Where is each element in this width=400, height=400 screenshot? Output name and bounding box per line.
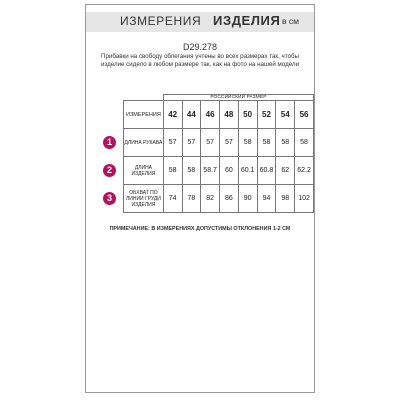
size-chart-sheet <box>85 4 315 393</box>
size-system-caption: РОССИЙСКИЙ РАЗМЕР <box>163 95 313 101</box>
table-cell: 58 <box>182 157 201 185</box>
marker-cell <box>96 185 124 213</box>
table-cell: 57 <box>220 129 239 157</box>
row-label-sleeve-length: ДЛИНА РУКАВА <box>124 129 164 157</box>
empty-cell <box>96 101 124 129</box>
table-cell: 58 <box>257 129 276 157</box>
row-label-item-length: ДЛИНА ИЗДЕЛИЯ <box>124 157 164 185</box>
tolerance-footnote: ПРИМЕЧАНИЕ: В ИЗМЕРЕНИЯХ ДОПУСТИМЫ ОТКЛОНЕНИЯ 1-2 СМ <box>109 226 291 232</box>
table-cell: 60.8 <box>257 157 276 185</box>
table-cell: 58 <box>295 129 314 157</box>
table-cell: 94 <box>257 185 276 213</box>
table-cell: 90 <box>238 185 257 213</box>
table-cell: 60 <box>220 157 239 185</box>
size-header: 46 <box>201 101 220 129</box>
table-cell: 58.7 <box>201 157 220 185</box>
table-cell: 78 <box>182 185 201 213</box>
table-cell: 62.2 <box>295 157 314 185</box>
title-unit: в см <box>282 16 299 26</box>
row-label-chest-circumference: ОБХВАТ ПО ЛИНИИ ГРУДИ ИЗДЕЛИЯ <box>124 185 164 213</box>
table-cell: 86 <box>220 185 239 213</box>
table-cell: 98 <box>276 185 295 213</box>
table-cell: 58 <box>163 157 182 185</box>
size-header: 54 <box>276 101 295 129</box>
marker-cell <box>96 157 124 185</box>
title-item: ИЗДЕЛИЯ <box>213 13 281 28</box>
number-badge-icon: 2 <box>103 164 116 177</box>
size-header: 48 <box>220 101 239 129</box>
size-header: 52 <box>257 101 276 129</box>
size-table <box>96 94 314 213</box>
measurements-header: ИЗМЕРЕНИЯ <box>124 101 164 129</box>
table-cell: 57 <box>182 129 201 157</box>
table-cell: 57 <box>163 129 182 157</box>
size-header: 56 <box>295 101 314 129</box>
table-cell: 62 <box>276 157 295 185</box>
table-cell: 82 <box>201 185 220 213</box>
table-cell: 74 <box>163 185 182 213</box>
size-header: 42 <box>163 101 182 129</box>
fit-note: Прибавки на свободу облегания учтены во всех размерах так, чтобы изделие сидело в любом размере так, как на фото на нашей модели <box>100 53 300 68</box>
table-cell: 60.1 <box>238 157 257 185</box>
number-badge-icon: 1 <box>103 136 116 149</box>
size-header: 44 <box>182 101 201 129</box>
table-cell: 58 <box>238 129 257 157</box>
size-header: 50 <box>238 101 257 129</box>
table-cell: 102 <box>295 185 314 213</box>
table-cell: 58 <box>276 129 295 157</box>
number-badge-icon: 3 <box>103 192 116 205</box>
table-cell: 57 <box>201 129 220 157</box>
title-measurements: ИЗМЕРЕНИЯ <box>120 14 202 28</box>
marker-cell <box>96 129 124 157</box>
article-code: D29.278 <box>182 42 218 52</box>
